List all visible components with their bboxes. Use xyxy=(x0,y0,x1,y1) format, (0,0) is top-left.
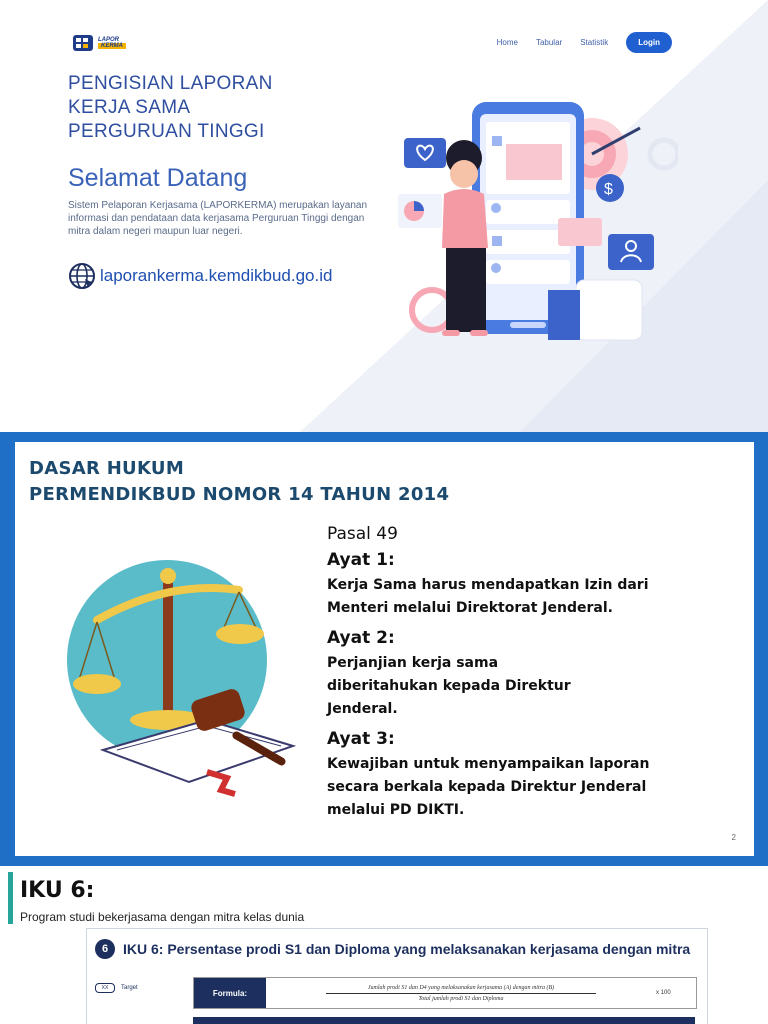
iku-subtitle: Program studi bekerjasama dengan mitra kelas dunia xyxy=(20,910,305,924)
formula-numerator: Jumlah prodi S1 dan D4 yang melaksanakan kerjasama (A) dengan mitra (B) xyxy=(367,984,555,991)
laporkerma-logo[interactable] xyxy=(72,34,126,52)
ayat-1-text: Kerja Sama harus mendapatkan Izin dari Menteri melalui Direktorat Jenderal. xyxy=(327,577,649,616)
formula-label: Formula: xyxy=(194,978,266,1008)
welcome-heading: Selamat Datang xyxy=(68,164,248,192)
ayat-2-label: Ayat 2: xyxy=(327,628,395,648)
logo-line1: LAPOR xyxy=(98,37,119,43)
website-url: laporankerma.kemdikbud.go.id xyxy=(100,266,333,285)
iku-title: IKU 6: xyxy=(20,878,95,903)
nav-statistik[interactable]: Statistik xyxy=(580,38,609,47)
hero-title-line: PENGISIAN LAPORAN xyxy=(68,73,273,94)
ayat-3-label: Ayat 3: xyxy=(327,729,395,749)
slide-card xyxy=(15,442,754,856)
slide-title-line: DASAR HUKUM xyxy=(29,458,185,479)
ayat-2-line: diberitahukan kepada Direktur xyxy=(327,678,571,694)
globe-icon xyxy=(68,262,96,290)
target-pill: XX xyxy=(95,983,115,993)
page-number: 2 xyxy=(731,833,736,842)
login-button[interactable]: Login xyxy=(626,32,672,53)
slide-title xyxy=(29,456,449,508)
top-navigation xyxy=(497,32,672,53)
iku-card-heading: IKU 6: Persentase prodi S1 dan Diploma yang melaksanakan kerjasama dengan mitra xyxy=(123,941,691,957)
logo-line2: KERMA xyxy=(98,43,126,49)
target-row xyxy=(95,983,138,993)
formula-box xyxy=(193,977,697,1009)
nav-tabular[interactable]: Tabular xyxy=(535,38,563,47)
formula-multiplier: x 100 xyxy=(656,990,671,996)
logo-mark-icon xyxy=(72,34,94,52)
target-label: Target xyxy=(121,985,138,991)
fraction-line xyxy=(326,993,596,994)
slide-dasar-hukum xyxy=(0,432,768,866)
iku-number-badge: 6 xyxy=(95,939,115,959)
formula-fraction xyxy=(266,978,656,1008)
phone-woman-illustration xyxy=(378,98,678,348)
accent-bar xyxy=(8,872,13,924)
iku-bottom-band xyxy=(193,1017,695,1024)
hero-title-line: PERGURUAN TINGGI xyxy=(68,121,265,142)
hero-title xyxy=(68,72,368,144)
slide-iku-6 xyxy=(0,866,768,1024)
ayat-2-line: Perjanjian kerja sama xyxy=(327,655,499,671)
justice-scale-illustration xyxy=(57,550,307,800)
iku-card xyxy=(86,928,708,1024)
ayat-1-label: Ayat 1: xyxy=(327,550,395,570)
formula-denominator: Total jumlah prodi S1 dan Diploma xyxy=(418,995,504,1002)
slide-title-line: PERMENDIKBUD NOMOR 14 TAHUN 2014 xyxy=(29,484,450,505)
pasal-49-content xyxy=(327,524,687,830)
ayat-3-text: Kewajiban untuk menyampaikan laporan secara berkala kepada Direktur Jenderal melalui PD DIKTI. xyxy=(327,756,650,818)
ayat-2-line: Jenderal. xyxy=(327,701,398,717)
nav-home[interactable]: Home xyxy=(496,38,518,47)
slide-laporkerma-home xyxy=(0,0,768,432)
logo-text xyxy=(98,37,126,49)
svg-text:$: $ xyxy=(604,181,613,198)
hero-title-line: KERJA SAMA xyxy=(68,97,191,118)
ayat-2-text xyxy=(327,652,687,721)
hero-description: Sistem Pelaporan Kerjasama (LAPORKERMA) merupakan layanan informasi dan pendataan data kerjasama Perguruan Tinggi dengan mitra dalam negeri maupun luar negeri. xyxy=(68,200,368,237)
pasal-heading: Pasal 49 xyxy=(327,524,398,544)
website-link[interactable] xyxy=(68,262,332,290)
